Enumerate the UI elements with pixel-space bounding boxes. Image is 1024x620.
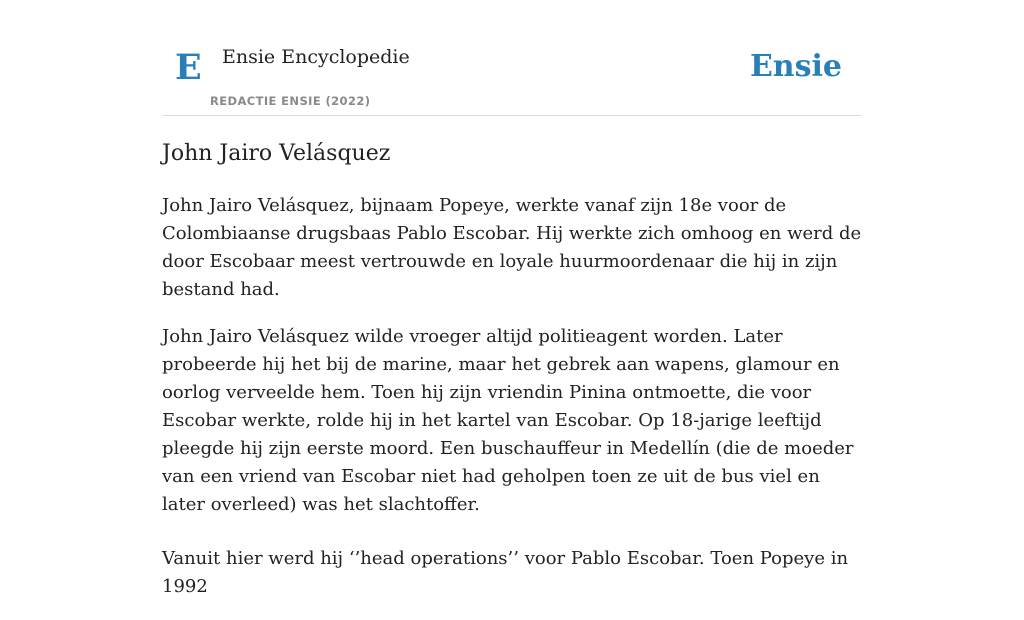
article-title: John Jairo Velásquez (162, 141, 391, 166)
header (162, 0, 862, 116)
page (162, 0, 862, 597)
article-body (162, 192, 862, 620)
ensie-logo-icon[interactable]: E (175, 47, 202, 88)
paragraph-3: Vanuit hier werd hij ‘’head operations’’ voor Pablo Escobar. Toen Popeye in 1992 (162, 548, 849, 597)
paragraph-2: John Jairo Velásquez wilde vroeger altijd politieagent worden. Later probeerde hij het bij de marine, maar het gebrek aan wapens, glamour en oorlog verveelde hem. Toen hij zijn vriendin Pinina ontmoette, die voor Escobar werkte, rolde hij in het kartel van Escobar. Op 18-jarige leeftijd pleegde hij zijn eerste moord. Een buschauffeur in Medellín (die de moeder van een vriend van Escobar niet had geholpen toen ze uit de bus viel en later overleed) was het slachtoffer. (162, 326, 854, 515)
paragraph-1: John Jairo Velásquez, bijnaam Popeye, werkte vanaf zijn 18e voor de Colombiaanse drugsbaas Pablo Escobar. Hij werkte zich omhoog en werd de door Escobaar meest vertrouwde en loyale huurmoordenaar die hij in zijn bestand had. (162, 195, 862, 300)
brand-logo[interactable]: Ensie (749, 49, 842, 84)
source-meta: REDACTIE ENSIE (2022) (210, 94, 371, 108)
source-title[interactable]: Ensie Encyclopedie (222, 46, 410, 68)
